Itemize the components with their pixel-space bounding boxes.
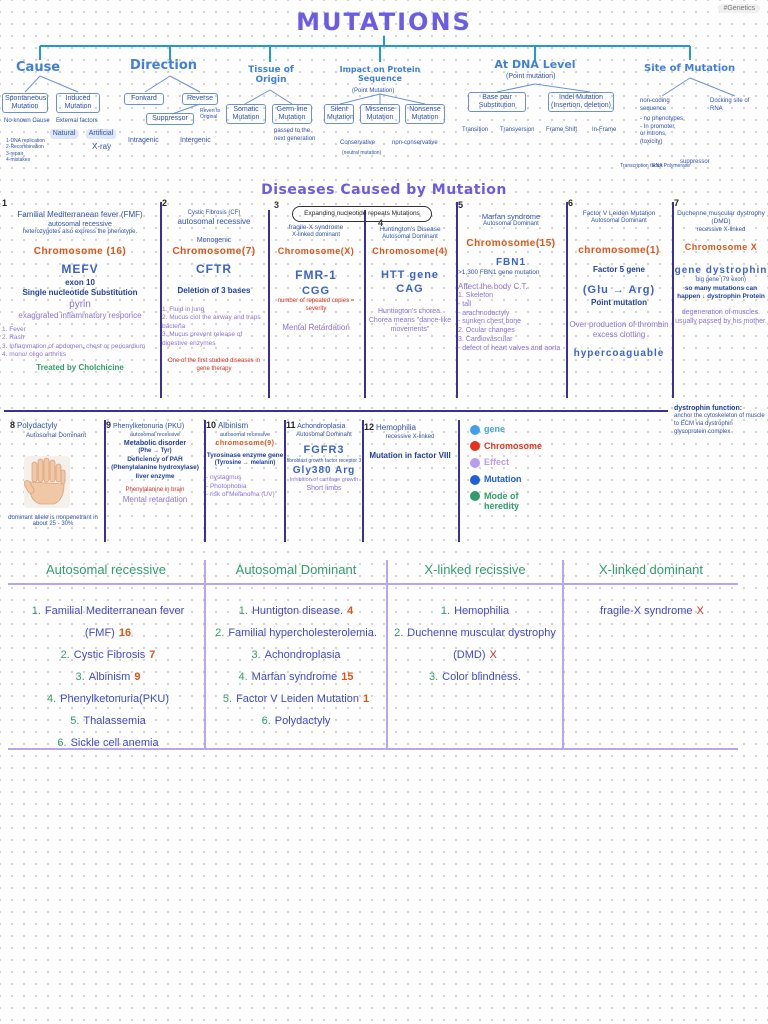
- mutation: (Tyrosine → melanin): [214, 460, 276, 467]
- effect: number of repeated copies = severity: [277, 297, 355, 312]
- symptoms: Mental Retardation: [282, 323, 350, 333]
- expanding-repeats-group: Expanding nucleotide repeats Mutations: [292, 206, 432, 222]
- affect: Affect the body C.T.: [458, 281, 528, 291]
- indel-mutation-box: [548, 92, 614, 112]
- item-number: 1.: [238, 605, 248, 617]
- item-name: Duchenne muscular dystrophy (DMD): [407, 627, 556, 661]
- gene: CFTR: [196, 261, 232, 276]
- disease-name: Phenylketonuria (PKU): [112, 423, 185, 430]
- color-legend: [470, 424, 570, 517]
- impact-subtitle: (Point Mutation): [352, 88, 395, 94]
- function-text: anchor the cytoskeleton of muscle to ECM via dystrophin glycoprotein complex: [674, 413, 765, 435]
- spontaneous-causes: 1-DNA replication 2-Recombination 3-repair 4-mistakes: [6, 138, 45, 163]
- table-header-autosomal-recessive: Autosomal recessive: [46, 562, 166, 577]
- chromosome: Chromosome(15): [466, 238, 556, 250]
- polydactyly-note: dominant allele is nonpenetrant in about 25 - 30%: [8, 515, 98, 527]
- item-name: Sickle cell anemia: [70, 737, 159, 749]
- natural-box: Natural: [50, 129, 78, 139]
- disease-fragile-x: [270, 224, 362, 334]
- legend-dot-icon: [470, 491, 480, 501]
- neutral-label: (neutral mutation): [342, 150, 382, 156]
- table-list-item: [206, 666, 386, 688]
- effect: Phenylalanine in brain: [125, 487, 185, 494]
- passed-next-generation: passed to the next generation: [274, 128, 316, 142]
- disease-number: 12: [364, 422, 375, 432]
- branch-impact: Impact on Protein Sequence: [339, 65, 421, 83]
- chromosome: Chromosome X: [684, 242, 758, 253]
- item-number: 2.: [215, 627, 225, 639]
- frameshift-label: Frame Shift: [546, 127, 578, 133]
- item-number: 2.: [60, 649, 70, 661]
- item-number: 6.: [261, 715, 271, 727]
- disease-extra: >1,300 FBN1 gene mutation: [458, 269, 540, 277]
- artificial-box: Artificial: [86, 129, 116, 139]
- induced-mutation-box: Induced Mutation: [56, 93, 100, 113]
- legend-item: Mode of heredity: [470, 491, 570, 511]
- transversion-label: Transversion: [500, 127, 535, 133]
- disease-number: 1: [2, 198, 8, 208]
- chromosome: chromosome(9): [215, 439, 275, 447]
- effect: exaggrated inflammatory responce: [18, 311, 142, 321]
- enzyme: liver enzyme: [135, 472, 175, 480]
- disease-marfan: [458, 200, 564, 353]
- table-list-item: [14, 732, 202, 754]
- forward-box: Forward: [124, 93, 164, 105]
- gene: Factor 5 gene: [592, 264, 645, 274]
- symptoms: Short limbs: [306, 485, 342, 493]
- inheritance: recessive X-linked: [385, 433, 435, 440]
- mutation: CAG: [396, 283, 424, 296]
- mutation: Deletion of 3 bases: [177, 285, 251, 295]
- table-list-item: [390, 666, 560, 688]
- table-list-item: [390, 622, 560, 666]
- no-known-cause: No known Cause: [4, 118, 50, 124]
- rna-polymerase-label: RNA Polymerase: [652, 163, 691, 169]
- gene: Tyrosinase enzyme gene: [206, 451, 284, 459]
- function-title: dystrophin function:: [674, 405, 743, 412]
- item-name: Albinism: [88, 671, 131, 683]
- table-header-x-linked-dominant: X-linked dominant: [598, 562, 704, 577]
- item-number: 6.: [57, 737, 67, 749]
- item-number: 4.: [238, 671, 248, 683]
- base-pair-box: Base pair Substitution: [468, 92, 526, 112]
- disease-type: Metabolic disorder: [123, 439, 187, 447]
- inheritance: Autosomal Dominant: [25, 431, 87, 439]
- inheritance: recessive X-linked: [696, 226, 746, 233]
- branch-tissue: Tissue of Origin: [248, 65, 294, 85]
- item-number: 1.: [440, 605, 451, 617]
- disease-dmd: [674, 198, 768, 326]
- gene-sub: fibroblast growth factor receptor 3: [286, 457, 362, 464]
- disease-number: 3: [274, 200, 280, 210]
- table-list-item: [206, 600, 386, 622]
- disease-extra: heterozygotes also express the phenotype.: [22, 229, 138, 236]
- item-chromosome: 15: [341, 671, 354, 683]
- somatic-mutation-box: Somatic Mutation: [226, 104, 266, 124]
- disease-name: Huntington's Disease: [379, 226, 441, 233]
- item-name: Cystic Fibrosis: [73, 649, 146, 661]
- disease-hemophilia: [364, 422, 456, 462]
- chromosome: Chromosome(7): [172, 245, 256, 257]
- item-chromosome: X: [489, 649, 497, 661]
- separator: [458, 420, 460, 542]
- table-list-item: [14, 600, 202, 644]
- item-name: Marfan syndrome: [251, 671, 338, 683]
- item-name: Huntigton disease.: [251, 605, 344, 617]
- chromosome: Chromosome (16): [33, 245, 127, 257]
- legend-item: Mutation: [470, 474, 570, 485]
- table-list-item: [14, 644, 202, 666]
- item-name: Color blindness.: [442, 671, 522, 683]
- footnote: One of the first studied diseases in gene therapy: [167, 358, 261, 372]
- legend-item: Chromosome: [470, 441, 570, 452]
- indel-sub: (Insertion, deletion): [551, 102, 611, 110]
- table-divider: [386, 560, 388, 750]
- gene: FBN1: [495, 257, 527, 269]
- effect: Inhibition of cartilage growth: [289, 477, 359, 484]
- disease-number: 11: [286, 420, 296, 430]
- item-chromosome: 16: [118, 627, 132, 639]
- item-chromosome: 9: [134, 671, 141, 683]
- page-title: MUTATIONS: [296, 8, 472, 36]
- gene-sub: exon 10: [65, 277, 95, 287]
- item-name: Hemophilia: [454, 605, 510, 617]
- disease-fmf: [2, 198, 158, 374]
- disease-cf: [162, 198, 266, 374]
- autosomal-dominant-list: [206, 600, 386, 732]
- disease-polydactyly: [10, 420, 102, 440]
- disease-name: Factor V Leiden Mutation: [582, 209, 656, 217]
- spontaneous-mutation-box: Spontaneous Mutation: [2, 93, 48, 113]
- disease-name: Marfan syndrome: [481, 211, 541, 221]
- mutation: (Glu → Arg): [582, 284, 656, 297]
- germline-mutation-box: Germ-line Mutation: [272, 104, 312, 124]
- hand-image: [24, 456, 70, 508]
- x-linked-recessive-list: [390, 600, 560, 688]
- disease-extra: Monogenic: [196, 236, 232, 244]
- hand-icon: [24, 456, 70, 508]
- dna-subtitle: (Point mutation): [506, 73, 556, 80]
- gene: HTT gene: [380, 268, 440, 281]
- inheritance: Autosomal Dominant: [382, 234, 438, 241]
- inheritance: Autosomal Dominant: [296, 431, 352, 438]
- symptoms: degeneration of muscles. usually passed by his mother.: [675, 308, 767, 325]
- legend-item: Effect: [470, 457, 570, 468]
- symptoms: 1. Skeleton - tall - arachnodactyly - sunken chest bone 2. Ocular changes 3. Cardiovascular - defect of heart valves and aorta: [458, 292, 561, 352]
- chromosome: Chromosome(X): [277, 246, 355, 257]
- chromosome: Chromosome(4): [372, 246, 448, 257]
- intragenic-label: Intragenic: [128, 137, 159, 144]
- item-number: 5.: [222, 693, 233, 705]
- table-list-item: [14, 688, 202, 710]
- xray-label: X-ray: [92, 142, 112, 151]
- x-linked-dominant-list: [566, 600, 738, 622]
- disease-type-sub: (Phe → Tyr): [138, 447, 172, 454]
- suppressor-label: suppressor: [680, 159, 710, 165]
- inheritance: autosomal recessive: [219, 431, 271, 438]
- disease-number: 7: [674, 198, 680, 208]
- inheritance: Autosomal Dominant: [591, 218, 647, 225]
- disease-achondroplasia: [286, 420, 362, 494]
- treatment: Treated by Cholchicine: [36, 363, 124, 373]
- disease-factor-v: [568, 198, 670, 360]
- table-list-item: [206, 688, 386, 710]
- dystrophin-function: [674, 404, 766, 436]
- disease-number: 4: [378, 218, 384, 228]
- inheritance: autosomal recessive: [48, 221, 112, 229]
- disease-pku: [106, 420, 204, 505]
- disease-name: Familial Mediterranean fever (FMF): [17, 209, 143, 219]
- non-conservative-label: non-conservative: [392, 140, 438, 146]
- symptoms: - nystagmus - Photophobia - risk of Melanoma (UV): [206, 474, 275, 499]
- indel-label: Indel Mutation: [559, 94, 603, 101]
- item-name: Polydactyly: [274, 715, 331, 727]
- conservative-label: Conservative: [340, 140, 376, 146]
- reverse-box: Reverse: [182, 93, 218, 105]
- genetics-tag: #Genetics: [718, 4, 760, 13]
- mutation: CGG: [301, 284, 331, 297]
- gene: MEFV: [61, 261, 99, 276]
- diseases-title: Diseases Caused by Mutation: [261, 182, 507, 198]
- item-name: Thalassemia: [83, 715, 146, 727]
- item-chromosome: 1: [362, 693, 370, 705]
- disease-huntington: [366, 226, 454, 334]
- inheritance: autosomal recessive: [129, 431, 181, 438]
- intergenic-label: Intergenic: [180, 137, 211, 144]
- transcription-factor-label: Transcription factor: [620, 163, 663, 169]
- effect: so many mutations can happen ↓ dystrophin Protein: [677, 284, 765, 301]
- table-list-item: [206, 710, 386, 732]
- disease-number: 5: [458, 200, 464, 210]
- legend-dot-icon: [470, 425, 480, 435]
- inheritance: autosomal recessive: [177, 217, 251, 227]
- inheritance: X-linked dominant: [291, 232, 341, 239]
- table-header-autosomal-dominant: Autosomal Dominant: [235, 562, 357, 577]
- suppressor-box: Suppressor: [146, 113, 194, 125]
- gene: FGFR3: [303, 444, 345, 457]
- disease-number: 6: [568, 198, 574, 208]
- inframe-label: In-Frame: [592, 127, 617, 133]
- item-number: 3.: [428, 671, 439, 683]
- legend-dot-icon: [470, 475, 480, 485]
- effect: Over production of thrombin excess clotting: [569, 320, 669, 340]
- legend-dot-icon: [470, 458, 480, 468]
- disease-name: Albinism: [217, 421, 249, 430]
- item-name: Achondroplasia: [264, 649, 341, 661]
- symptoms: Huntington's chorea. Chorea means "dance-like movements": [368, 307, 452, 333]
- symptoms: Mental retardation: [122, 494, 188, 504]
- revert-note: Revert to Original: [200, 108, 221, 121]
- item-number: 3.: [75, 671, 85, 683]
- item-number: 2.: [394, 627, 404, 639]
- disease-name: Hemophilia: [375, 423, 416, 432]
- disease-name: Duchenne muscular dystrophy (DMD): [677, 209, 765, 226]
- disease-name: Achondroplasia: [297, 423, 346, 430]
- item-number: 3.: [251, 649, 261, 661]
- disease-number: 8: [10, 420, 16, 430]
- table-list-item: [14, 666, 202, 688]
- table-header-line: [8, 583, 738, 585]
- autosomal-recessive-list: [14, 600, 202, 754]
- disease-albinism: [206, 420, 284, 499]
- mutation: Single nucleotide Substitution: [22, 287, 138, 297]
- branch-dna-level: At DNA Level: [494, 58, 576, 71]
- chromosome: chromosome(1): [578, 244, 660, 256]
- docking-site-label: Docking site of RNA: [710, 98, 750, 112]
- mutation: Gly380 Arg: [292, 465, 356, 477]
- legend-item: gene: [470, 424, 570, 435]
- disease-name: fragile-X syndrome: [288, 224, 344, 231]
- disease-number: 2: [162, 198, 168, 208]
- table-divider: [562, 560, 564, 750]
- item-number: 5.: [70, 715, 80, 727]
- item-chromosome: X: [696, 605, 704, 617]
- legend-dot-icon: [470, 441, 480, 451]
- table-header-x-linked-recessive: X-linked recissive: [424, 562, 526, 577]
- inheritance: Autosomal Dominant: [483, 221, 539, 228]
- silent-mutation-box: Silent Mutation: [324, 104, 354, 124]
- table-list-item: [566, 600, 738, 622]
- item-chromosome: 7: [149, 649, 156, 661]
- item-name: Phenylketonuria(PKU): [60, 693, 170, 705]
- noncoding-notes: - no phenotypes - In promoter, or introns, (toxicity): [640, 116, 684, 145]
- disease-name: Cystic Fibrosis (CF): [187, 209, 241, 216]
- branch-direction: Direction: [130, 58, 198, 73]
- external-factors: External factors: [56, 118, 98, 124]
- table-list-item: [206, 644, 386, 666]
- table-list-item: [390, 600, 560, 622]
- noncoding-label: non-coding sequence: [640, 98, 670, 112]
- table-list-item: [206, 622, 386, 644]
- disease-name: Polydactyly: [16, 421, 58, 430]
- mutation: Mutation in factor VIII: [369, 451, 451, 461]
- missense-mutation-box: Missense Mutation: [360, 104, 400, 124]
- item-name: Familial hypercholesterolemia.: [228, 627, 377, 639]
- item-chromosome: 4: [347, 605, 354, 617]
- branch-site: Site of Mutation: [644, 63, 736, 74]
- gene: gene dystrophin: [674, 265, 768, 277]
- row-divider: [4, 410, 668, 412]
- table-list-item: [14, 710, 202, 732]
- symptoms: 1. Fever 2. Rash 3. Inflammation of abdomen, chest or pericardium 4. mono/ oligo arthritis: [2, 325, 146, 359]
- result: hypercoaguable: [573, 347, 665, 359]
- item-number: 1.: [31, 605, 41, 617]
- gene-sub: big gene (79 exon): [695, 277, 747, 284]
- item-name: fragile-X syndrome: [600, 605, 693, 617]
- branch-cause: Cause: [16, 60, 61, 75]
- gene: FMR-1: [295, 267, 337, 282]
- protein: pyrin: [69, 299, 91, 311]
- deficiency: Deficiency of PAH (Phenylalanine hydroxylase): [111, 455, 199, 472]
- item-name: Familial Mediterranean fever (FMF): [44, 605, 185, 639]
- disease-number: 10: [206, 420, 217, 430]
- transition-label: Transition: [462, 127, 489, 133]
- symptoms: 1. Fluid in lung 2. Mucus clot the airway and traps bacteria 3. Mucus prevent release of digestive enzymes: [162, 305, 261, 347]
- disease-number: 9: [106, 420, 112, 430]
- nonsense-mutation-box: Nonsense Mutation: [405, 104, 445, 124]
- mutation-type: Point mutation: [591, 297, 647, 307]
- item-number: 4.: [46, 693, 57, 705]
- item-name: Factor V Leiden Mutation: [236, 693, 359, 705]
